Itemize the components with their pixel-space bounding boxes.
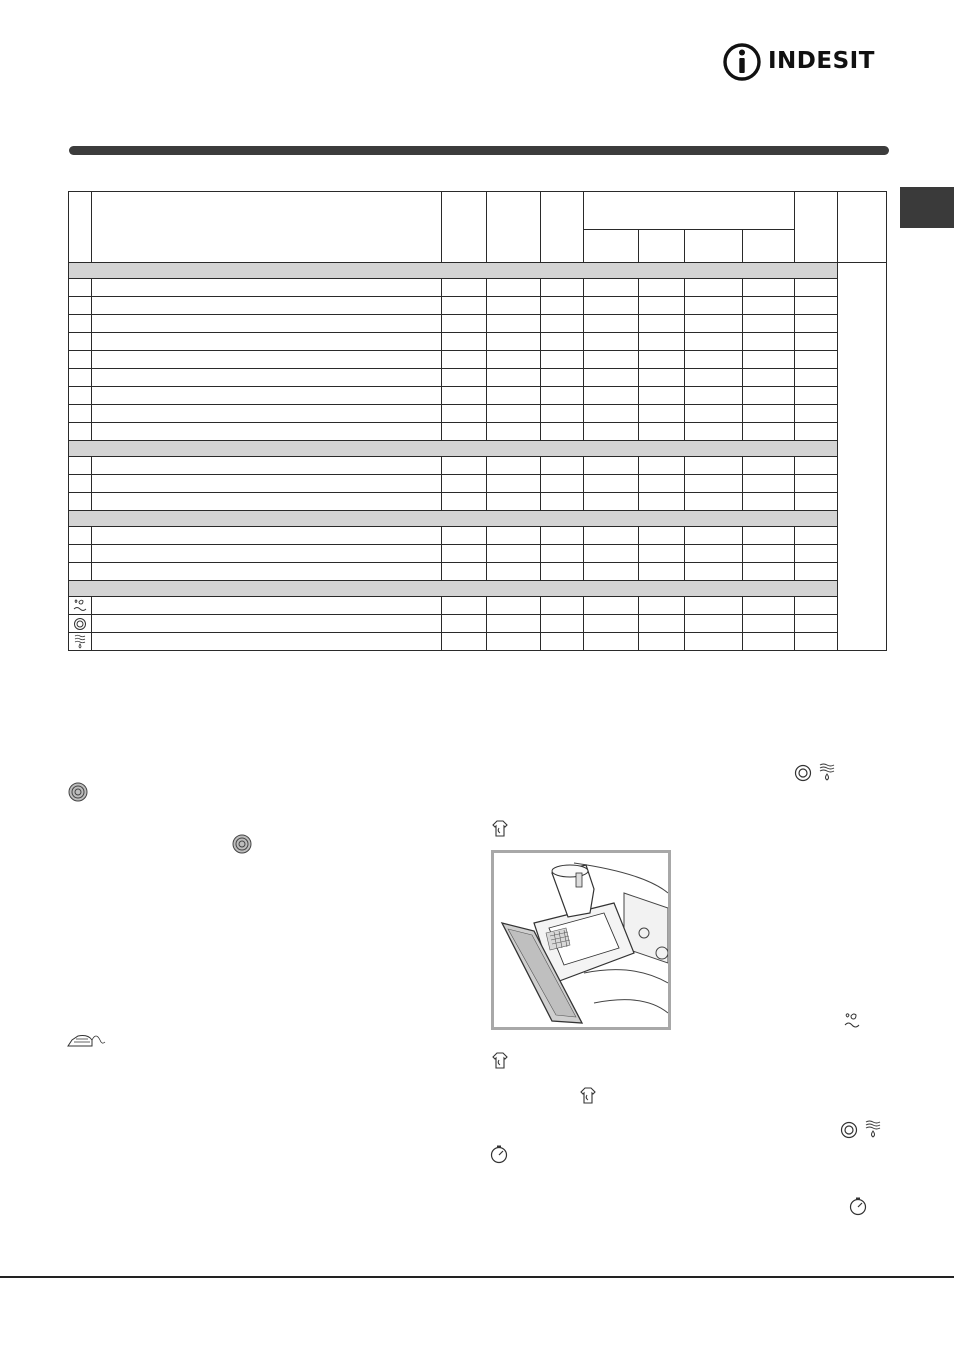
header-cell: [743, 230, 795, 263]
table-header-row: [69, 192, 887, 230]
brand-name: INDESIT: [768, 48, 875, 74]
iron-icon: [66, 1030, 106, 1050]
table-row: [69, 615, 887, 633]
timer-icon: [848, 1196, 868, 1216]
table-row: [69, 351, 887, 369]
header-group-cell: [584, 192, 795, 230]
table-row: [69, 387, 887, 405]
indesit-i-icon: [722, 40, 762, 84]
drain-icon: [864, 1119, 882, 1139]
table-row: [69, 527, 887, 545]
table-section-row: [69, 581, 887, 597]
section-band: [69, 441, 838, 457]
section-band: [69, 263, 838, 279]
detergent-dispenser-drawer: [491, 850, 671, 1030]
header-cell: [69, 192, 92, 263]
table-row: [69, 405, 887, 423]
spin-icon: [794, 764, 812, 782]
header-cell: [685, 230, 743, 263]
header-cell: [639, 230, 685, 263]
table-row: [69, 545, 887, 563]
table-section-row: [69, 263, 887, 279]
drawer-illustration: [494, 853, 668, 1027]
timer-icon: [489, 1144, 509, 1164]
spin-cycle-icon: [232, 834, 252, 854]
header-cell: [92, 192, 442, 263]
delicate-rinse-icon: [842, 1012, 862, 1030]
table-row: [69, 493, 887, 511]
table-row: [69, 633, 887, 651]
table-row: [69, 457, 887, 475]
table-row: [69, 423, 887, 441]
drain-icon: [69, 633, 92, 651]
drain-icon: [818, 762, 836, 782]
table-row: [69, 369, 887, 387]
spin-icon: [69, 615, 92, 633]
table-row: [69, 333, 887, 351]
section-band: [69, 581, 838, 597]
spin-icon: [840, 1121, 858, 1139]
table-section-row: [69, 511, 887, 527]
header-cell: [487, 192, 541, 263]
header-cell: [795, 192, 838, 263]
header-cell: [541, 192, 584, 263]
table-row: [69, 597, 887, 615]
programmes-table: [68, 191, 887, 651]
table-row: [69, 475, 887, 493]
notes-column: [838, 263, 887, 651]
brand-logo: [722, 40, 892, 84]
footer-rule: [0, 1276, 954, 1278]
table-row: [69, 297, 887, 315]
table-section-row: [69, 441, 887, 457]
header-cell: [838, 192, 887, 263]
table-row: [69, 315, 887, 333]
shirt-icon: [578, 1086, 598, 1106]
shirt-icon: [490, 1051, 510, 1071]
table-row: [69, 279, 887, 297]
spin-cycle-icon: [68, 782, 88, 802]
header-cell: [584, 230, 639, 263]
table-row: [69, 563, 887, 581]
delicate-rinse-icon: [69, 597, 92, 615]
language-tab: [900, 187, 954, 228]
shirt-icon: [490, 819, 510, 839]
section-band: [69, 511, 838, 527]
header-bar: [69, 146, 889, 155]
header-cell: [442, 192, 487, 263]
